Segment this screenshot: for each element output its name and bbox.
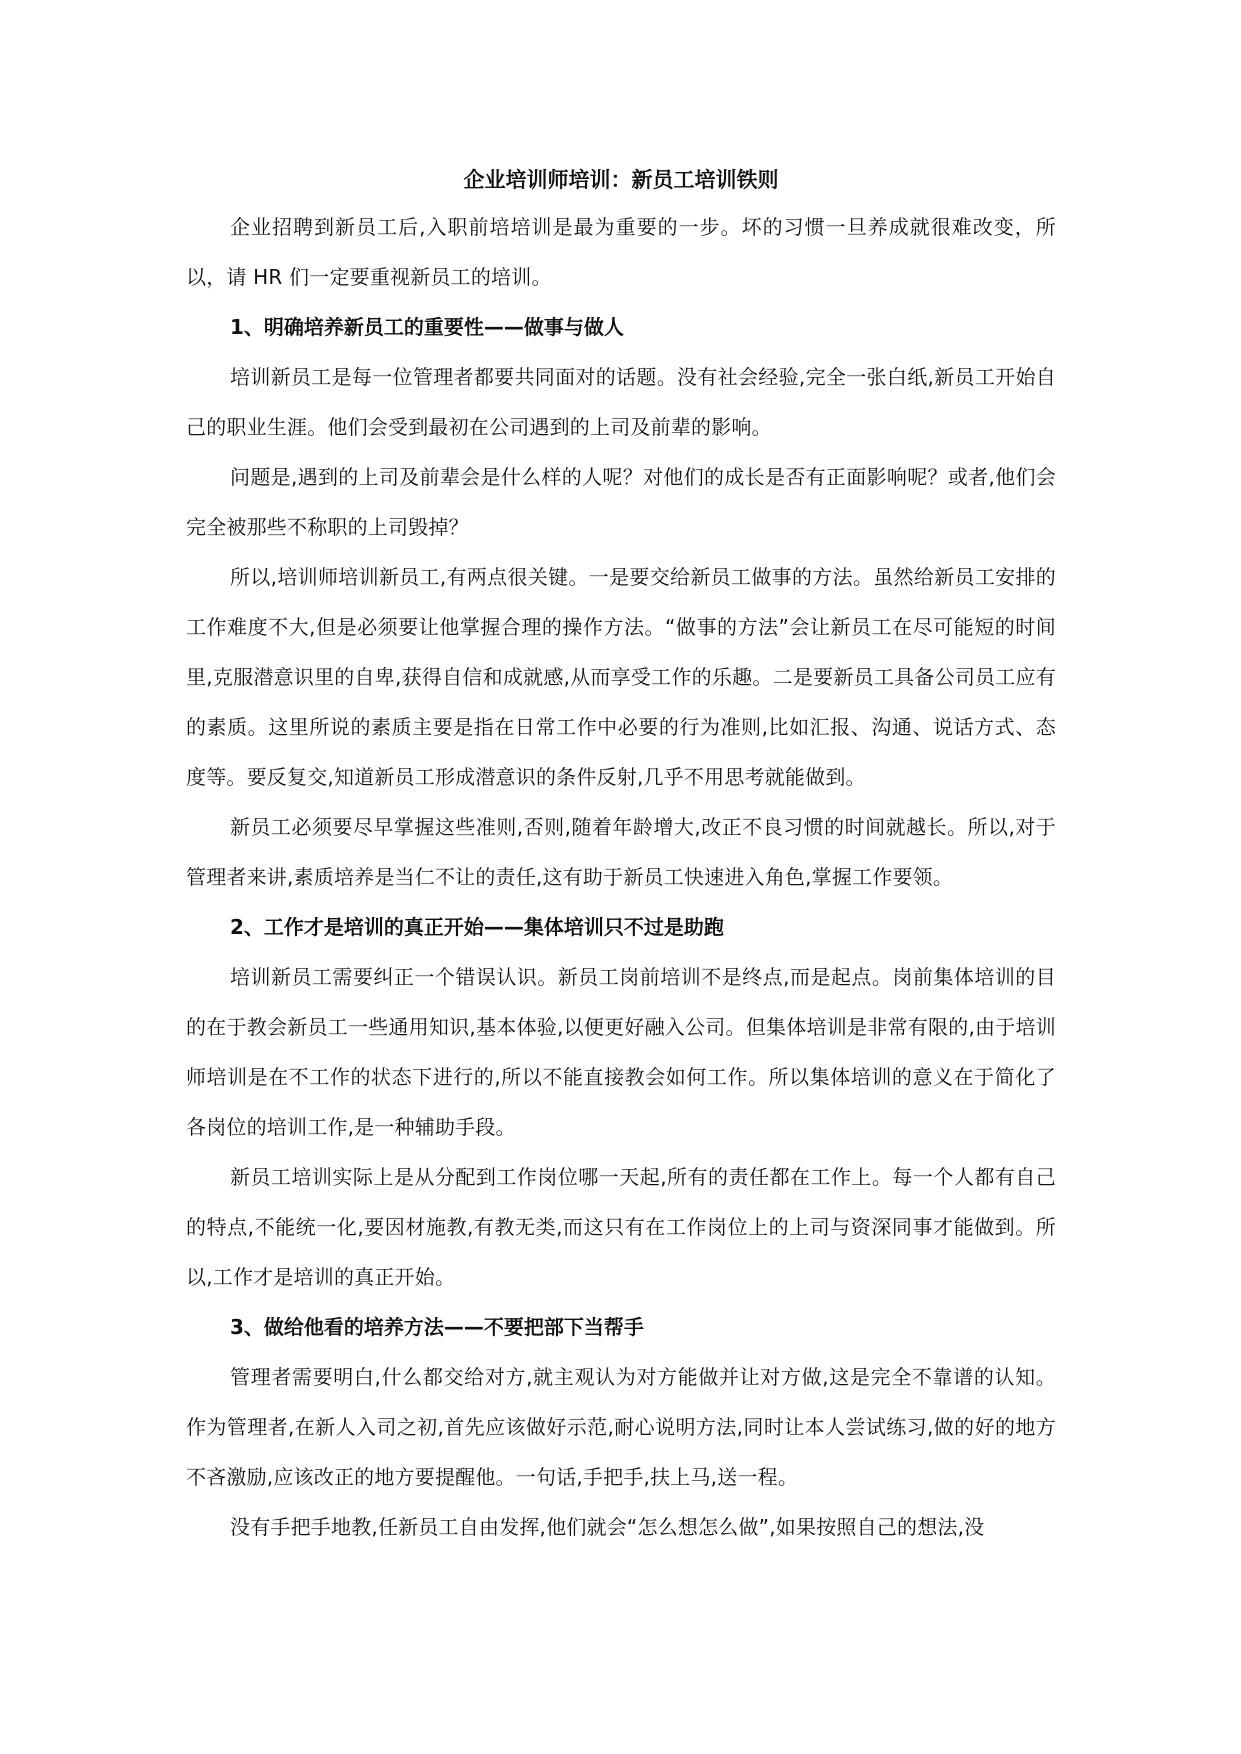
paragraph: 培训新员工需要纠正一个错误认识。新员工岗前培训不是终点,而是起点。岗前集体培训的目的在于教会新员工一些通用知识,基本体验,以便更好融入公司。但集体培训是非常有限的,由于培训师培训是在不工作的状态下进行的,所以不能直接教会如何工作。所以集体培训的意义在于简化了各岗位的培训工作,是一种辅助手段。 (186, 965, 1056, 1139)
section-heading: 2、工作才是培训的真正开始——集体培训只不过是助跑 (230, 915, 724, 939)
paragraph: 企业招聘到新员工后,入职前培培训是最为重要的一步。坏的习惯一旦养成就很难改变，所以，请 HR 们一定要重视新员工的培训。 (186, 215, 1056, 289)
paragraph: 培训新员工是每一位管理者都要共同面对的话题。没有社会经验,完全一张白纸,新员工开始自己的职业生涯。他们会受到最初在公司遇到的上司及前辈的影响。 (186, 365, 1056, 439)
document-body (186, 160, 1056, 1552)
paragraph: 管理者需要明白,什么都交给对方,就主观认为对方能做并让对方做,这是完全不靠谱的认知。作为管理者,在新人入司之初,首先应该做好示范,耐心说明方法,同时让本人尝试练习,做的好的地方不吝激励,应该改正的地方要提醒他。一句话,手把手,扶上马,送一程。 (186, 1365, 1056, 1489)
paragraph: 新员工培训实际上是从分配到工作岗位哪一天起,所有的责任都在工作上。每一个人都有自己的特点,不能统一化,要因材施教,有教无类,而这只有在工作岗位上的上司与资深同事才能做到。所以,工作才是培训的真正开始。 (186, 1165, 1056, 1289)
paragraph: 新员工必须要尽早掌握这些准则,否则,随着年龄增大,改正不良习惯的时间就越长。所以,对于管理者来讲,素质培养是当仁不让的责任,这有助于新员工快速进入角色,掌握工作要领。 (186, 815, 1056, 889)
paragraph: 问题是,遇到的上司及前辈会是什么样的人呢？对他们的成长是否有正面影响呢？或者,他们会完全被那些不称职的上司毁掉？ (186, 465, 1056, 539)
page-title: 企业培训师培训：新员工培训铁则 (463, 168, 779, 192)
section-heading: 1、明确培养新员工的重要性——做事与做人 (230, 315, 624, 339)
section-heading: 3、做给他看的培养方法——不要把部下当帮手 (230, 1315, 644, 1339)
paragraph: 所以,培训师培训新员工,有两点很关键。一是要交给新员工做事的方法。虽然给新员工安排的工作难度不大,但是必须要让他掌握合理的操作方法。“做事的方法”会让新员工在尽可能短的时间里,克服潜意识里的自卑,获得自信和成就感,从而享受工作的乐趣。二是要新员工具备公司员工应有的素质。这里所说的素质主要是指在日常工作中必要的行为准则,比如汇报、沟通、说话方式、态度等。要反复交,知道新员工形成潜意识的条件反射,几乎不用思考就能做到。 (186, 565, 1056, 789)
paragraph: 没有手把手地教,任新员工自由发挥,他们就会“怎么想怎么做”,如果按照自己的想法,没 (230, 1515, 985, 1539)
